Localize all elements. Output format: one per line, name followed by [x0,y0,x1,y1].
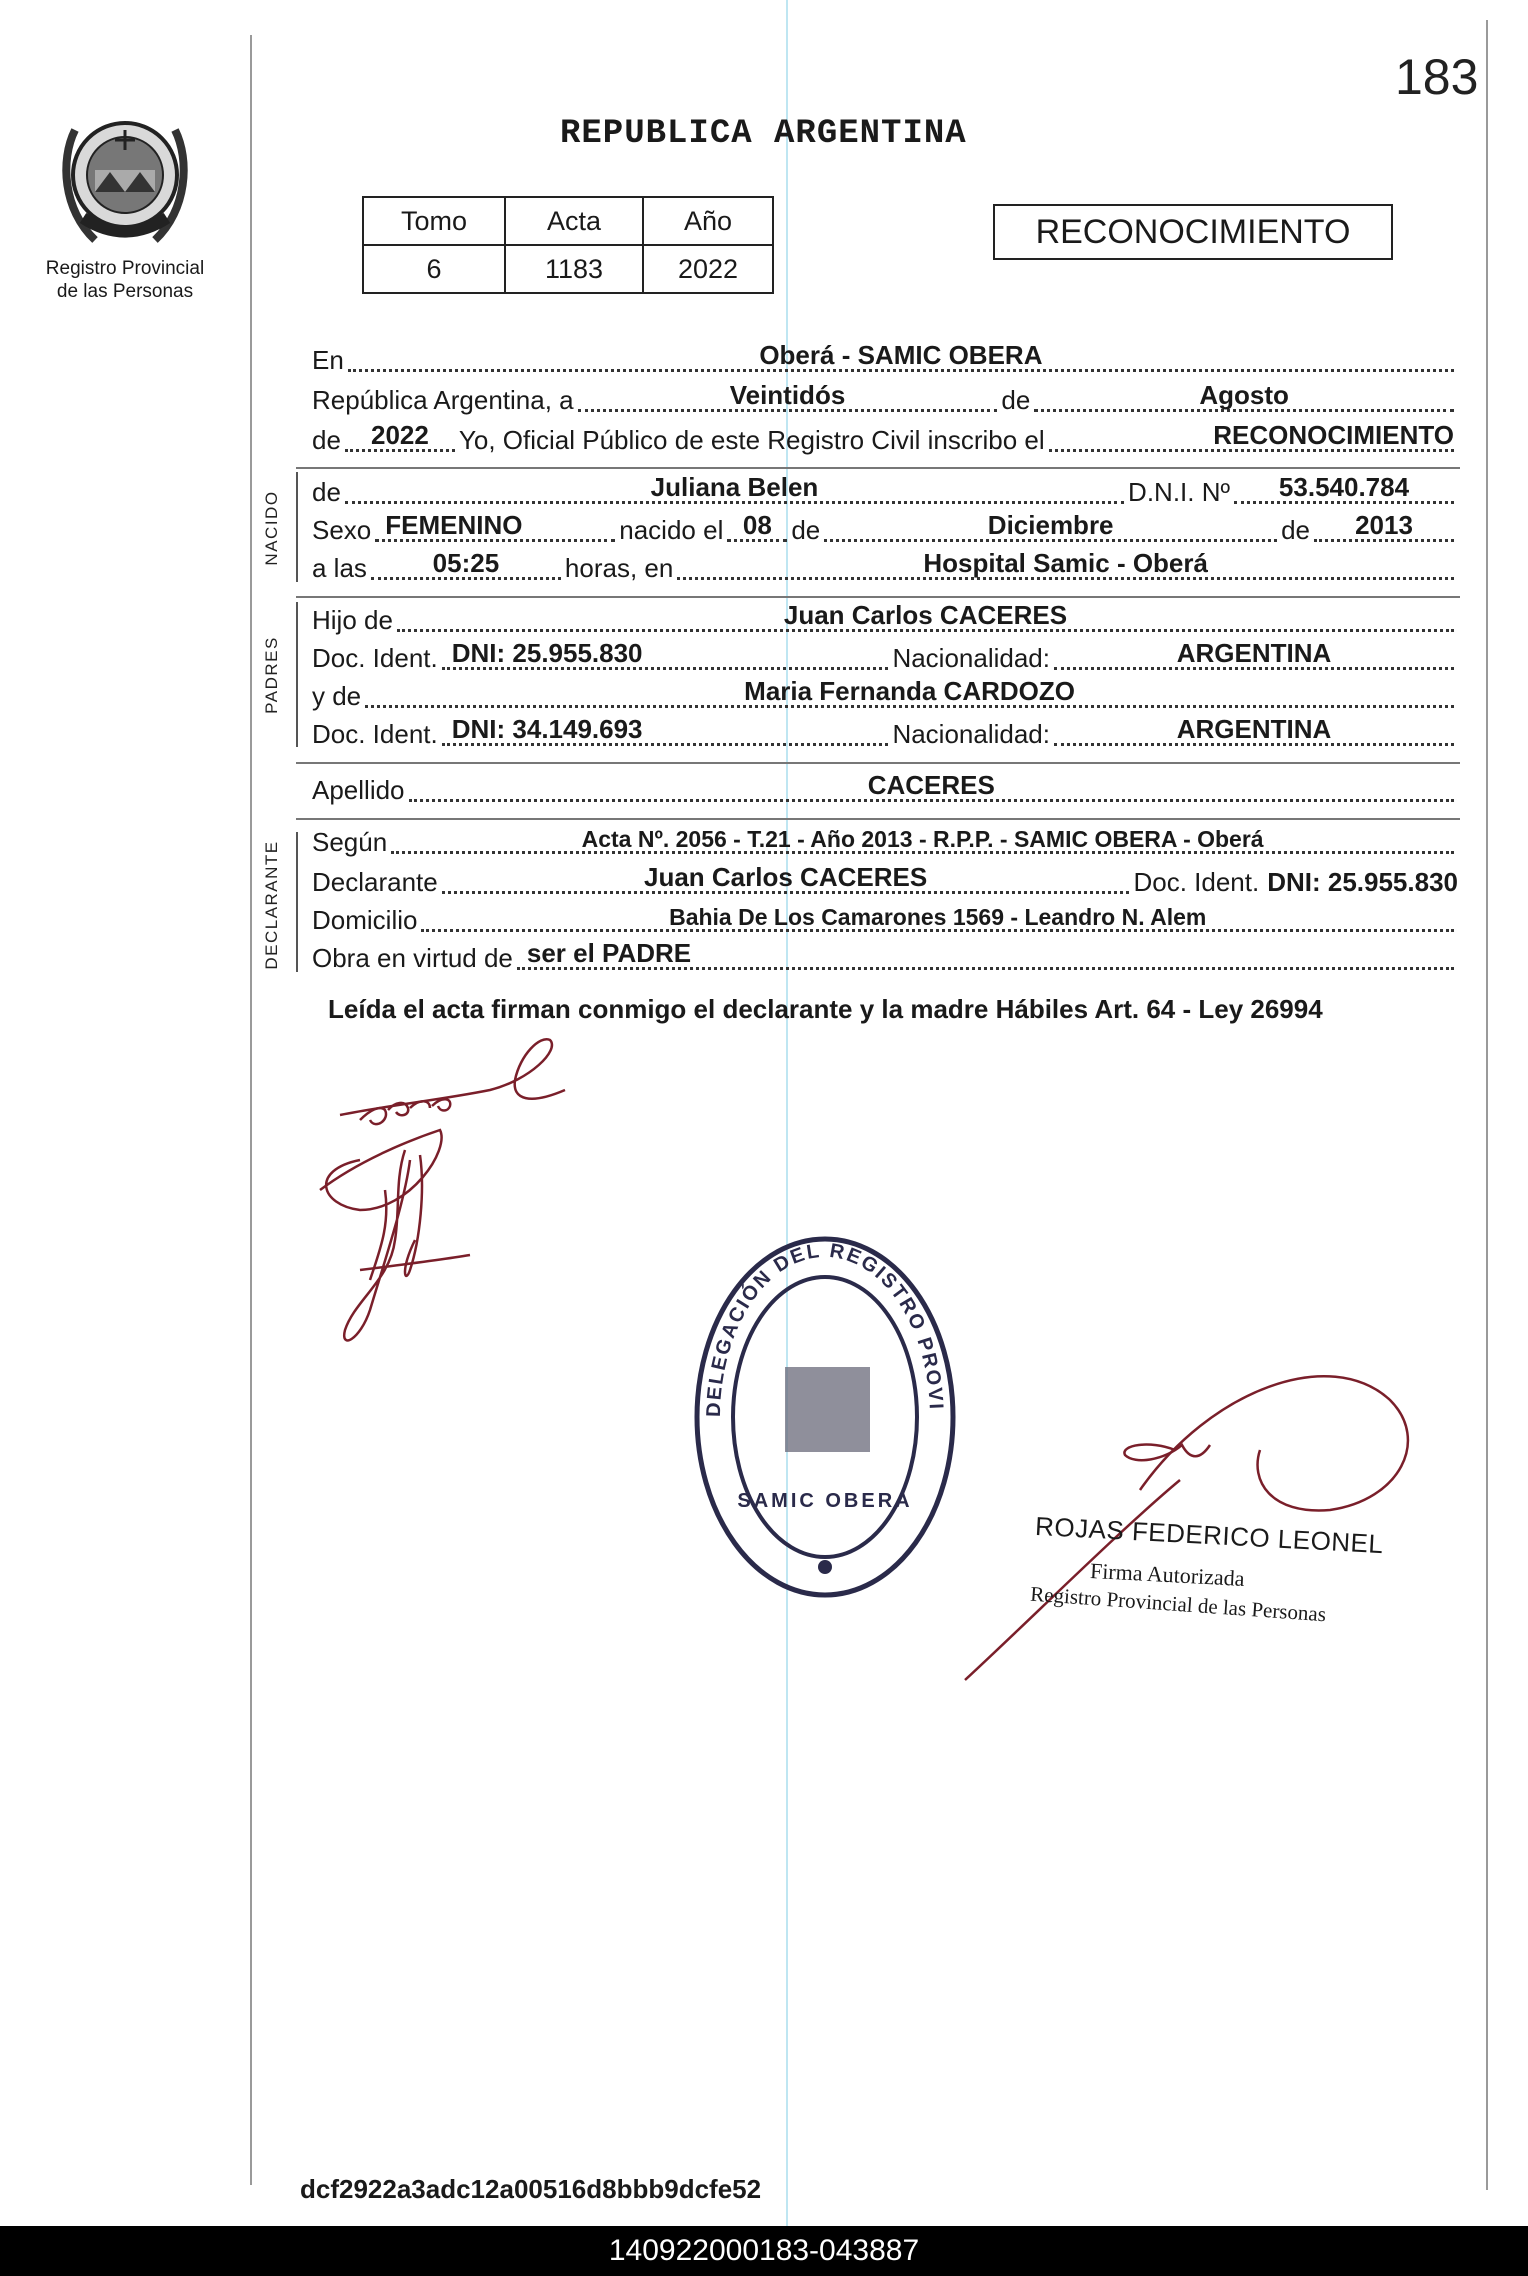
doc2-label: Doc. Ident. [312,719,438,749]
logo-caption-line1: Registro Provincial [45,258,205,279]
place-field [677,537,1454,580]
nac1-value: ARGENTINA [1176,638,1332,668]
nacido-section-label: NACIDO [262,490,281,566]
republica-label: República Argentina, a [312,385,574,415]
page-number: 183 [1395,49,1479,105]
domicilio-field [421,889,1454,932]
nacido-section-bar [296,472,298,582]
oficial-text: Yo, Oficial Público de este Registro Civil inscribo el [458,425,1045,455]
legal-statement: Leída el acta firman conmigo el declarante y la madre Hábiles Art. 64 - Ley 26994 [328,994,1323,1024]
document-hash: dcf2922a3adc12a00516d8bbb9dcfe52 [300,2174,762,2204]
en-label: En [312,345,344,375]
official-seal [690,1232,960,1602]
document-title: REPUBLICA ARGENTINA [560,115,967,153]
apellido-field [409,759,1454,802]
obra-field [517,927,1454,970]
doc2-field [442,703,889,746]
record-id-header-row [363,197,773,245]
nac2-value: ARGENTINA [1176,714,1332,744]
domicilio-label: Domicilio [312,905,418,935]
year-value: 2022 [371,420,429,450]
declarante-section-bar [296,832,298,972]
header-anio: Año [643,197,773,245]
logo-caption [30,257,220,303]
record-id-table [362,196,774,294]
padre-field [397,589,1454,632]
doc1-field [442,627,889,670]
day-value: Veintidós [729,380,846,410]
hora-value: 05:25 [432,548,500,578]
de1-label: de [791,515,821,545]
a-las-label: a las [312,553,367,583]
sexo-value: FEMENINO [385,510,523,540]
logo-caption-line2: de las Personas [56,281,194,302]
y-de-label: y de [312,681,362,711]
month-value: Agosto [1199,380,1289,410]
en-field [348,329,1454,372]
sexo-field [375,499,615,542]
dni-value: 53.540.784 [1278,472,1410,502]
madre-field [365,665,1454,708]
line-doc2 [312,714,1458,754]
record-id-value-row [363,245,773,293]
padres-section-bar [296,602,298,747]
declarante-doc-label: Doc. Ident. [1133,867,1260,897]
official-stamp-role: Firma Autorizada [1089,1557,1246,1592]
obra-value: ser el PADRE [526,938,692,968]
birth-day-field [727,499,787,542]
day-field [578,369,998,412]
line-anio [312,420,1458,460]
anio-de-label: de [312,425,341,455]
declarante-field [442,851,1130,894]
doc1-label: Doc. Ident. [312,643,438,673]
header-acta: Acta [505,197,643,245]
dni-label: D.N.I. Nº [1128,477,1230,507]
nombre-field [345,461,1124,504]
nombre-de-label: de [312,477,341,507]
obra-label: Obra en virtud de [312,943,513,973]
year-field [345,409,455,452]
hora-field [371,537,561,580]
value-tomo: 6 [363,245,505,293]
nac2-label: Nacionalidad: [892,719,1050,749]
declarante-doc-value: DNI: 25.955.830 [1267,867,1458,897]
province-emblem-logo [55,100,195,250]
nac2-field [1054,703,1454,746]
hijo-de-label: Hijo de [312,605,393,635]
line-apellido [312,770,1458,810]
birth-month-value: Diciembre [987,510,1114,540]
line-obra [312,938,1458,978]
madre-value: Maria Fernanda CARDOZO [744,676,1075,706]
sexo-label: Sexo [312,515,372,545]
nacido-el-label: nacido el [619,515,724,545]
birth-year-value: 2013 [1355,510,1413,540]
apellido-value: CACERES [867,770,995,800]
declarante-value: Juan Carlos CACERES [644,862,928,892]
nombre-value: Juliana Belen [650,472,819,502]
doc2-value: DNI: 34.149.693 [451,714,643,744]
value-anio: 2022 [643,245,773,293]
month-field [1034,369,1454,412]
inscribe-field [1049,409,1454,452]
birth-month-field [824,499,1277,542]
nac1-label: Nacionalidad: [892,643,1050,673]
segun-label: Según [312,827,388,857]
declarante-section-label: DECLARANTE [262,840,281,970]
apellido-label: Apellido [312,775,405,805]
segun-field [391,811,1454,854]
segun-value: Acta Nº. 2056 - T.21 - Año 2013 - R.P.P. - SAMIC OBERA - Oberá [581,826,1264,852]
line-hora [312,548,1458,588]
padres-section-label: PADRES [262,636,281,714]
seal-inner-text: SAMIC OBERA [737,1490,913,1512]
inscribe-value: RECONOCIMIENTO [1213,420,1454,450]
birth-day-value: 08 [742,510,772,540]
seal-ring-text: DELEGACIÓN DEL REGISTRO PROVI [702,1239,947,1418]
de-label: de [1001,385,1031,415]
dni-field [1234,461,1454,504]
value-acta: 1183 [505,245,643,293]
doc1-value: DNI: 25.955.830 [451,638,643,668]
en-value: Oberá - SAMIC OBERA [759,340,1043,370]
header-tomo: Tomo [363,197,505,245]
declarante-label: Declarante [312,867,438,897]
left-margin-line [250,35,252,2185]
right-margin-line [1486,20,1488,2190]
birth-year-field [1314,499,1454,542]
official-stamp-name: ROJAS FEDERICO LEONEL [1034,1510,1385,1560]
declarant-signature [300,1010,580,1370]
nac1-field [1054,627,1454,670]
footer-code-bar: 140922000183-043887 [0,2226,1528,2276]
padre-value: Juan Carlos CACERES [783,600,1068,630]
official-stamp-org: Registro Provincial de las Personas [1029,1581,1327,1627]
de2-label: de [1281,515,1310,545]
record-type-box: RECONOCIMIENTO [993,204,1393,260]
place-value: Hospital Samic - Oberá [923,548,1208,578]
horas-en-label: horas, en [564,553,674,583]
domicilio-value: Bahia De Los Camarones 1569 - Leandro N. Alem [669,904,1207,930]
